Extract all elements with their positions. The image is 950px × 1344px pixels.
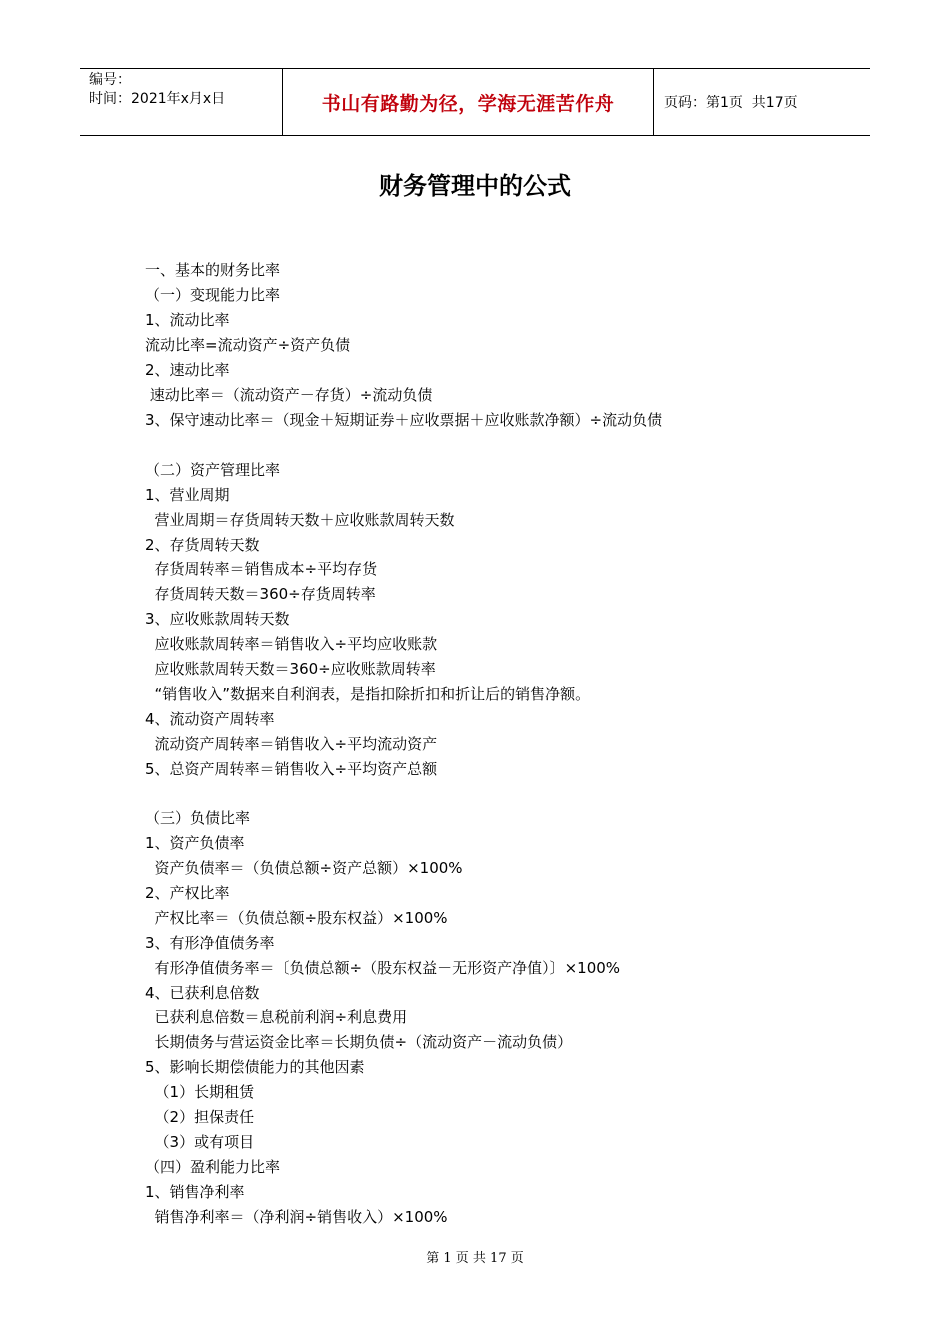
text-line: “销售收入”数据来自利润表，是指扣除折扣和折让后的销售净额。 [145,685,591,703]
time-label: 时间：2021年x月x日 [89,91,226,107]
text-line: （3）或有项目 [145,1133,255,1151]
text-line: 应收账款周转天数＝360÷应收账款周转率 [145,660,436,678]
text-line: 流动资产周转率＝销售收入÷平均流动资产 [145,735,438,753]
text-line: （2）担保责任 [145,1108,255,1126]
text-line: 2、存货周转天数 [145,536,260,554]
text-line: 已获利息倍数＝息税前利润÷利息费用 [145,1008,408,1026]
text-line: 一、基本的财务比率 [145,261,281,279]
text-line: 5、总资产周转率＝销售收入÷平均资产总额 [145,760,438,778]
page-info: 页码：第1页 共17页 [664,95,798,111]
text-line: 产权比率＝（负债总额÷股东权益）×100% [145,909,448,927]
text-line: 应收账款周转率＝销售收入÷平均应收账款 [145,635,438,653]
text-line: 3、应收账款周转天数 [145,610,290,628]
text-line: 1、营业周期 [145,486,230,504]
text-line: 营业周期＝存货周转天数＋应收账款周转天数 [145,511,455,529]
text-line: 流动比率=流动资产÷资产负债 [145,336,351,354]
text-line: 5、影响长期偿债能力的其他因素 [145,1058,365,1076]
text-line: 3、保守速动比率＝（现金＋短期证券＋应收票据＋应收账款净额）÷流动负债 [145,411,663,429]
text-line: 4、流动资产周转率 [145,710,275,728]
text-line: （一）变现能力比率 [145,286,281,304]
text-line: （1）长期租赁 [145,1083,255,1101]
text-line: 2、产权比率 [145,884,230,902]
header-left-cell [80,69,282,135]
text-line: 销售净利率＝（净利润÷销售收入）×100% [145,1208,448,1226]
text-line: 1、流动比率 [145,311,230,329]
text-line: 速动比率＝（流动资产－存货）÷流动负债 [145,386,433,404]
text-line: 4、已获利息倍数 [145,984,260,1002]
text-line: 1、资产负债率 [145,834,245,852]
text-line: 有形净值债务率＝〔负债总额÷（股东权益－无形资产净值）〕×100% [145,959,621,977]
page-title: 财务管理中的公式 [379,171,571,200]
text-line: 2、速动比率 [145,361,230,379]
page-footer: 第 1 页 共 17 页 [426,1251,524,1266]
text-line: （三）负债比率 [145,809,251,827]
text-line: （四）盈利能力比率 [145,1158,281,1176]
text-line: 存货周转率＝销售成本÷平均存货 [145,560,378,578]
header-motto: 书山有路勤为径，学海无涯苦作舟 [282,69,654,135]
text-line: （二）资产管理比率 [145,461,281,479]
text-line: 长期债务与营运资金比率＝长期负债÷（流动资产－流动负债） [145,1033,573,1051]
page-header [80,68,870,136]
text-line: 1、销售净利率 [145,1183,245,1201]
text-line: 3、有形净值债务率 [145,934,275,952]
text-line: 存货周转天数＝360÷存货周转率 [145,585,376,603]
header-page-info-cell [654,69,870,135]
code-label: 编号： [89,72,131,88]
text-line: 资产负债率＝（负债总额÷资产总额）×100% [145,859,463,877]
